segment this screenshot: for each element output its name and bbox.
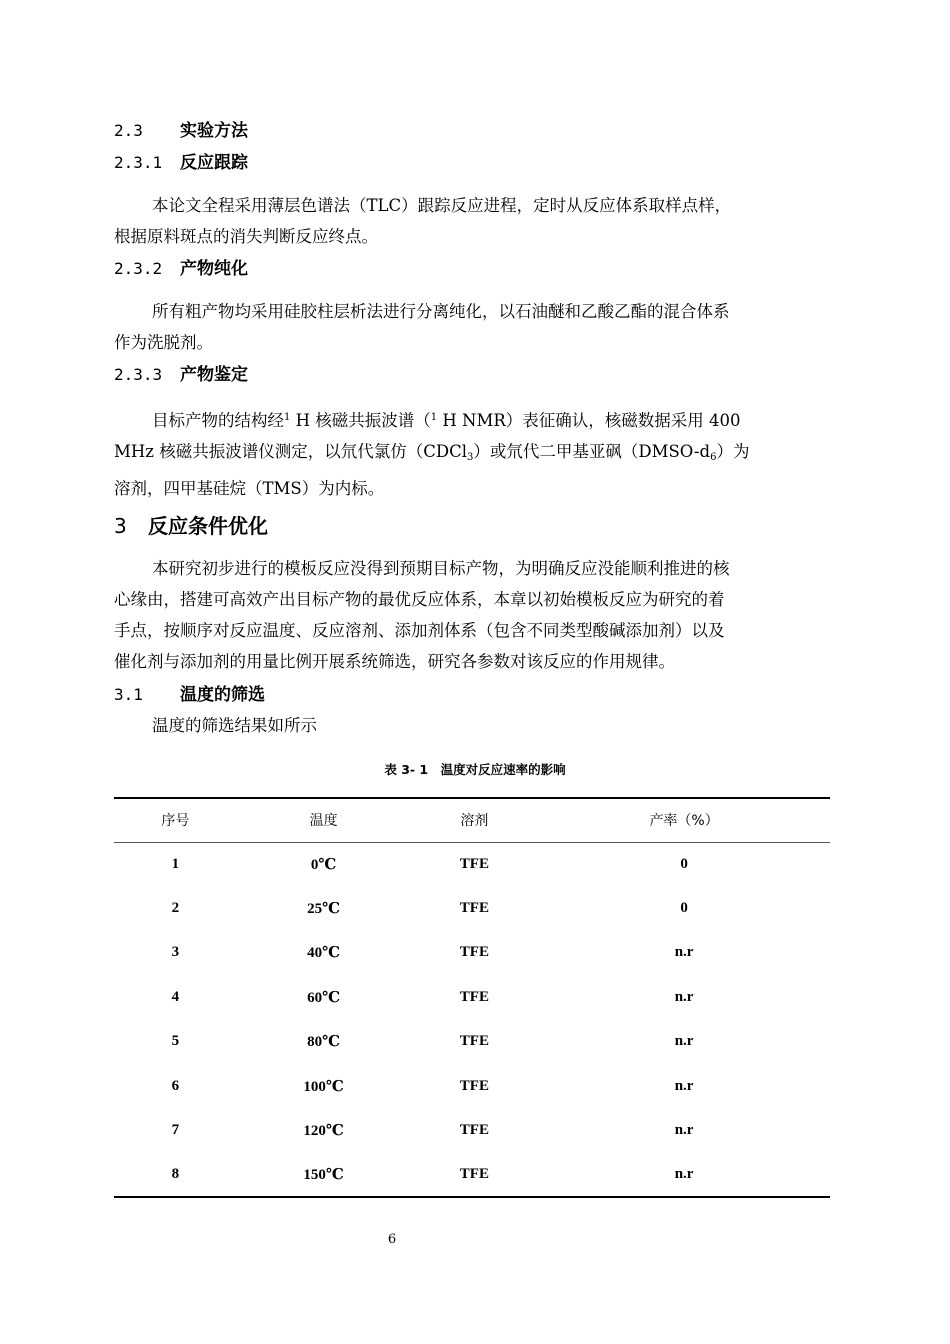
header-cell: 产率（%） — [538, 798, 830, 842]
heading-3-1 — [114, 685, 265, 705]
cell-temperature: 120℃ — [303, 1123, 344, 1140]
heading-number: 3.1 — [114, 685, 143, 704]
heading-title: 产物鉴定 — [180, 365, 248, 385]
table-row — [114, 886, 830, 930]
paragraph-line: 催化剂与添加剂的用量比例开展系统筛选，研究各参数对该反应的作用规律。 — [114, 652, 675, 671]
header-cell: 溶剂 — [411, 798, 539, 842]
heading-number: 2.3.3 — [114, 365, 163, 384]
header-cell: 温度 — [237, 798, 411, 842]
cell-yield: n.r — [674, 1122, 694, 1139]
cell-solvent: TFE — [459, 900, 489, 917]
paragraph-purification — [114, 296, 840, 358]
paragraph-line: 溶剂，四甲基硅烷（TMS）为内标。 — [114, 479, 385, 498]
cell-temperature: 25℃ — [307, 901, 341, 918]
cell-solvent: TFE — [459, 944, 489, 961]
heading-3 — [114, 514, 268, 538]
table-row — [114, 1064, 830, 1108]
table-row — [114, 1108, 830, 1152]
table-caption: 表 3- 1 温度对反应速率的影响 — [384, 762, 566, 777]
cell-temperature: 100℃ — [303, 1078, 344, 1095]
paragraph-tlc — [114, 190, 840, 252]
table-header-row — [114, 798, 830, 842]
cell-temperature: 40℃ — [307, 945, 341, 962]
heading-number: 2.3 — [114, 121, 143, 140]
cell-index: 8 — [114, 1153, 237, 1197]
cell-temperature: 60℃ — [307, 989, 341, 1006]
paragraph-line: 根据原料斑点的消失判断反应终点。 — [114, 227, 378, 246]
paragraph-line: 所有粗产物均采用硅胶柱层析法进行分离纯化，以石油醚和乙酸乙酯的混合体系 — [152, 302, 730, 321]
cell-yield: n.r — [674, 1033, 694, 1050]
paragraph-line: MHz 核磁共振波谱仪测定，以氘代氯仿（CDCl$_3$）或氘代二甲基亚砜$(DMSO-d_6)$为 — [114, 442, 750, 463]
heading-number: 3 — [114, 514, 127, 538]
heading-2-3-1 — [114, 153, 248, 173]
cell-temperature: 80℃ — [307, 1034, 341, 1051]
cell-solvent: TFE — [459, 1122, 489, 1139]
paragraph-line: 作为洗脱剂。 — [114, 333, 213, 352]
heading-number: 2.3.2 — [114, 259, 163, 278]
heading-title: 产物纯化 — [180, 259, 248, 279]
cell-index: 2 — [171, 900, 180, 917]
cell-temperature: 0℃ — [310, 856, 337, 873]
cell-index: 6 — [171, 1077, 180, 1094]
cell-index: 5 — [171, 1033, 180, 1050]
cell-yield: n.r — [674, 988, 694, 1005]
temperature-table — [114, 797, 830, 1198]
table-row — [114, 975, 830, 1019]
cell-solvent: TFE — [459, 1077, 489, 1094]
heading-title: 实验方法 — [180, 121, 248, 141]
paragraph-temperature — [114, 710, 840, 741]
paragraph-line: 目标产物的结构经$^1$ H 核磁共振波谱（$^1$ H NMR）表征确认，核磁数据采用 400 — [152, 411, 741, 430]
heading-number: 2.3.1 — [114, 153, 163, 172]
paragraph-line: 本论文全程采用薄层色谱法（TLC）跟踪反应进程，定时从反应体系取样点样， — [152, 196, 732, 215]
table-row — [114, 842, 830, 886]
cell-temperature: 150℃ — [237, 1153, 411, 1197]
paragraph-optimization — [114, 553, 840, 677]
cell-index: 3 — [171, 944, 180, 961]
cell-yield: 0 — [680, 855, 688, 872]
table-row — [114, 1020, 830, 1064]
paragraph-line: 手点，按顺序对反应温度、反应溶剂、添加剂体系（包含不同类型酸碱添加剂）以及 — [114, 621, 725, 640]
paragraph-identification — [114, 402, 840, 504]
cell-solvent: TFE — [459, 988, 489, 1005]
cell-solvent: TFE — [459, 855, 489, 872]
cell-index: 4 — [171, 988, 180, 1005]
heading-2-3-2 — [114, 259, 248, 279]
heading-2-3-3 — [114, 365, 248, 385]
table-row — [114, 1153, 830, 1197]
paragraph-line: 心缘由，搭建可高效产出目标产物的最优反应体系，本章以初始模板反应为研究的着 — [114, 590, 725, 609]
heading-title: 反应条件优化 — [148, 514, 268, 538]
cell-yield: n.r — [674, 944, 694, 961]
cell-yield: n.r — [674, 1077, 694, 1094]
cell-index: 7 — [171, 1122, 180, 1139]
header-cell: 序号 — [114, 798, 237, 842]
paragraph-line: 本研究初步进行的模板反应没得到预期目标产物，为明确反应没能顺利推进的核 — [152, 559, 730, 578]
page-number: 6 — [387, 1232, 397, 1247]
heading-title: 温度的筛选 — [180, 685, 265, 705]
cell-solvent: TFE — [411, 1153, 539, 1197]
cell-yield: n.r — [538, 1153, 830, 1197]
cell-yield: 0 — [680, 900, 688, 917]
paragraph-line: 温度的筛选结果如所示 — [152, 716, 317, 735]
table-row — [114, 931, 830, 975]
cell-index: 1 — [171, 855, 180, 872]
cell-solvent: TFE — [459, 1033, 489, 1050]
heading-2-3 — [114, 121, 248, 141]
heading-title: 反应跟踪 — [180, 153, 248, 173]
